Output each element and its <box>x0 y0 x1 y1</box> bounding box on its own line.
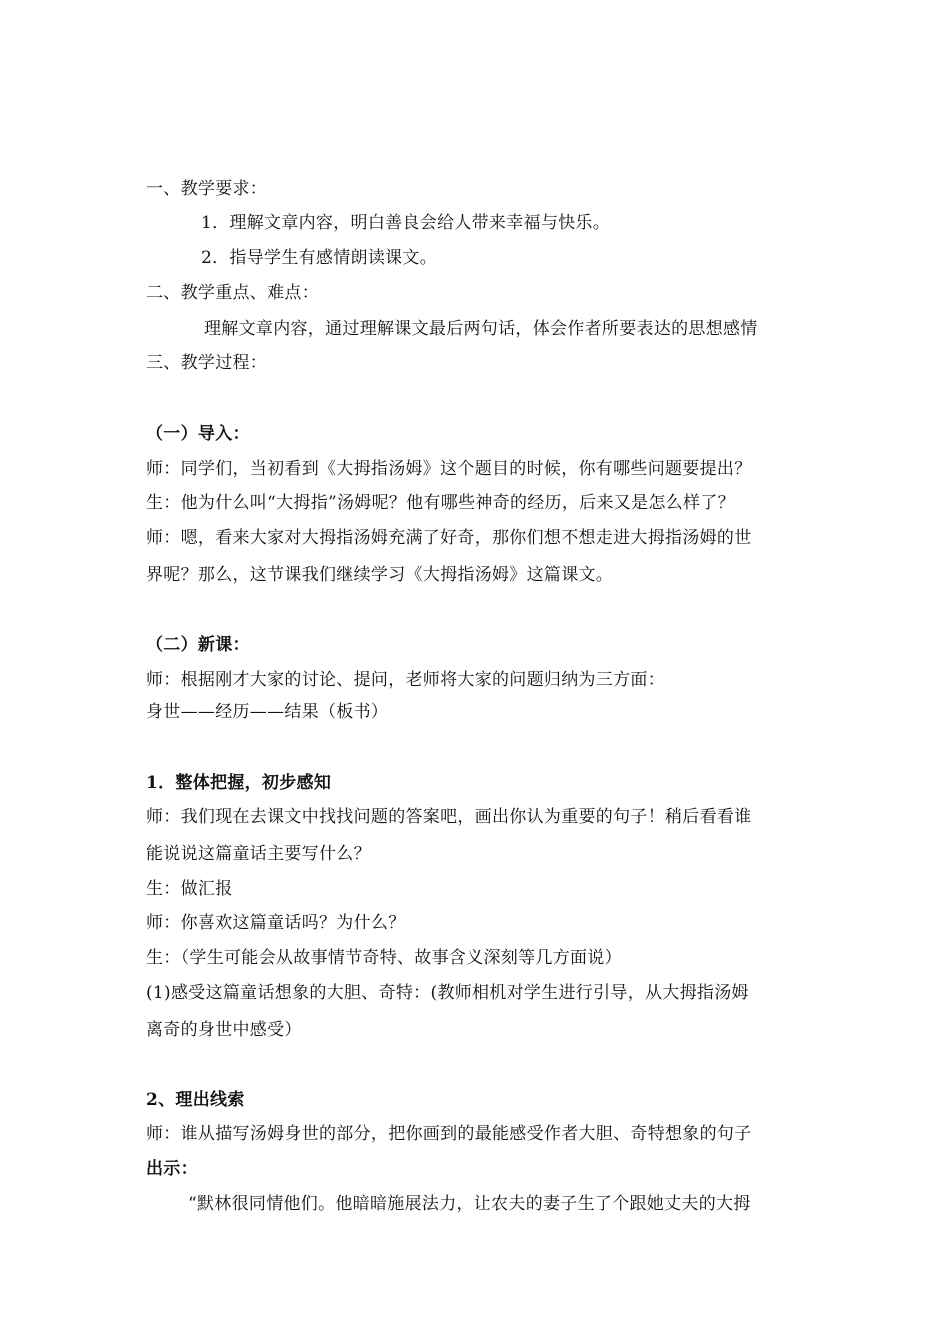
paragraph-line: (1)感受这篇童话想象的大胆、奇特：(教师相机对学生进行引导，从大拇指汤姆 <box>146 983 749 1003</box>
section-2-text: 理解文章内容，通过理解课文最后两句话，体会作者所要表达的思想感情 <box>204 319 758 339</box>
paragraph-line: 生：他为什么叫“大拇指”汤姆呢？他有哪些神奇的经历，后来又是怎么样了？ <box>146 493 735 513</box>
step-2-heading: 2、理出线索 <box>146 1090 245 1110</box>
section-3-title: 三、教学过程： <box>146 353 268 373</box>
paragraph-line: 师：根据刚才大家的讨论、提问，老师将大家的问题归纳为三方面： <box>146 670 665 690</box>
paragraph-line: 师：谁从描写汤姆身世的部分，把你画到的最能感受作者大胆、奇特想象的句子 <box>146 1124 752 1144</box>
paragraph-line: 师：同学们，当初看到《大拇指汤姆》这个题目的时候，你有哪些问题要提出？ <box>146 459 752 479</box>
paragraph-line: 界呢？那么，这节课我们继续学习《大拇指汤姆》这篇课文。 <box>146 565 614 585</box>
paragraph-line: 能说说这篇童话主要写什么？ <box>146 844 371 864</box>
quote-line: “默林很同情他们。他暗暗施展法力，让农夫的妻子生了个跟她丈夫的大拇 <box>188 1194 751 1214</box>
section-2-title: 二、教学重点、难点： <box>146 283 319 303</box>
section-1-title: 一、教学要求： <box>146 179 268 199</box>
step-1-heading: 1．整体把握，初步感知 <box>146 773 332 793</box>
paragraph-line: 生：做汇报 <box>146 879 233 899</box>
section-1-item-2: 2．指导学生有感情朗读课文。 <box>201 248 438 268</box>
paragraph-line: 生：（学生可能会从故事情节奇特、故事含义深刻等几方面说） <box>146 948 622 968</box>
paragraph-line: 离奇的身世中感受） <box>146 1020 302 1040</box>
show-label: 出示： <box>146 1159 198 1179</box>
section-1-item-1: 1．理解文章内容，明白善良会给人带来幸福与快乐。 <box>201 213 611 233</box>
paragraph-line: 师：你喜欢这篇童话吗？为什么？ <box>146 913 406 933</box>
part-2-heading: （二）新课： <box>146 635 250 655</box>
part-1-heading: （一）导入： <box>146 424 250 444</box>
paragraph-line: 师：嗯，看来大家对大拇指汤姆充满了好奇，那你们想不想走进大拇指汤姆的世 <box>146 528 752 548</box>
paragraph-line: 师：我们现在去课文中找找问题的答案吧，画出你认为重要的句子！稍后看看谁 <box>146 807 752 827</box>
paragraph-line: 身世——经历——结果（板书） <box>146 702 389 722</box>
